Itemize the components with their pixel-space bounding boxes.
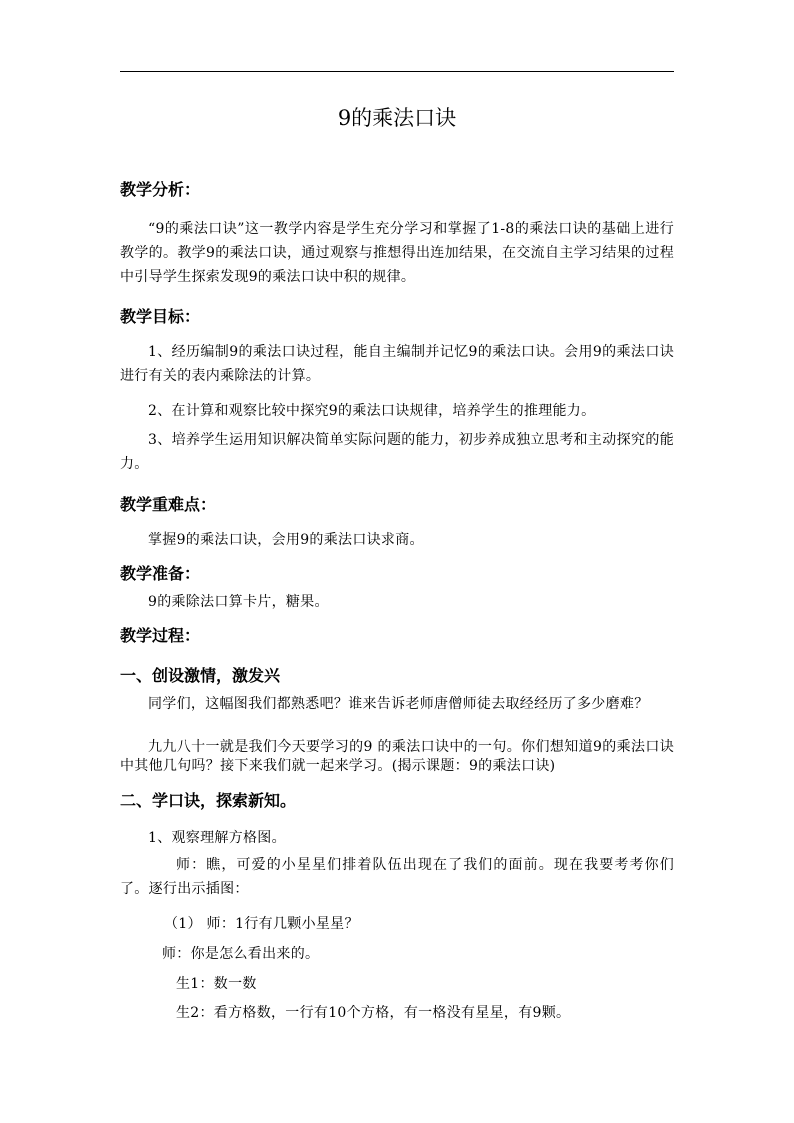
heading-goals: 教学目标： bbox=[120, 307, 201, 326]
heading-keypoints: 教学重难点： bbox=[120, 495, 217, 514]
part2-question-1: （1） 师：1行有几颗小星星？ bbox=[164, 916, 359, 932]
header-rule bbox=[120, 71, 674, 72]
part2-student-2: 生2：看方格数，一行有10个方格，有一格没有星星，有9颗。 bbox=[176, 1005, 571, 1021]
part2-step1: 1、观察理解方格图。 bbox=[148, 830, 286, 846]
heading-part1: 一、创设激情，激发兴 bbox=[120, 666, 281, 685]
heading-process: 教学过程： bbox=[120, 626, 201, 645]
analysis-paragraph: “9的乘法口诀”这一教学内容是学生充分学习和掌握了1-8的乘法口诀的基础上进行教学的。教学9的乘法口诀，通过观察与推想得出连加结果，在交流自主学习结果的过程中引导学生探索发现9的乘法口诀中积的规律。 bbox=[120, 221, 674, 285]
heading-part2: 二、学口诀，探索新知。 bbox=[120, 791, 297, 810]
part1-paragraph-2: 九九八十一就是我们今天要学习的9 的乘法口诀中的一句。你们想知道9的乘法口诀中其他几句吗？接下来我们就一起来学习。(揭示课题：9的乘法口诀) bbox=[120, 739, 674, 774]
part2-student-1: 生1：数一数 bbox=[176, 976, 257, 992]
part2-teacher-intro: 师：瞧，可爱的小星星们排着队伍出现在了我们的面前。现在我要考考你们了。逐行出示插图： bbox=[120, 857, 674, 897]
part1-paragraph-1: 同学们，这幅图我们都熟悉吧？谁来告诉老师唐僧师徒去取经经历了多少磨难？ bbox=[148, 696, 649, 712]
goal-item-2: 2、在计算和观察比较中探究9的乘法口诀规律，培养学生的推理能力。 bbox=[148, 403, 596, 419]
keypoints-paragraph: 掌握9的乘法口诀，会用9的乘法口诀求商。 bbox=[148, 532, 424, 548]
prep-paragraph: 9的乘除法口算卡片，糖果。 bbox=[148, 594, 329, 610]
goal-item-1: 1、经历编制9的乘法口诀过程，能自主编制并记忆9的乘法口诀。会用9的乘法口诀进行有关的表内乘除法的计算。 bbox=[120, 344, 674, 384]
part2-teacher-2: 师：你是怎么看出来的。 bbox=[162, 946, 320, 962]
goal-item-3: 3、培养学生运用知识解决简单实际问题的能力，初步养成独立思考和主动探究的能力。 bbox=[120, 432, 674, 472]
heading-analysis: 教学分析： bbox=[120, 180, 201, 199]
heading-prep: 教学准备： bbox=[120, 564, 201, 583]
page-title: 9的乘法口诀 bbox=[337, 106, 457, 130]
